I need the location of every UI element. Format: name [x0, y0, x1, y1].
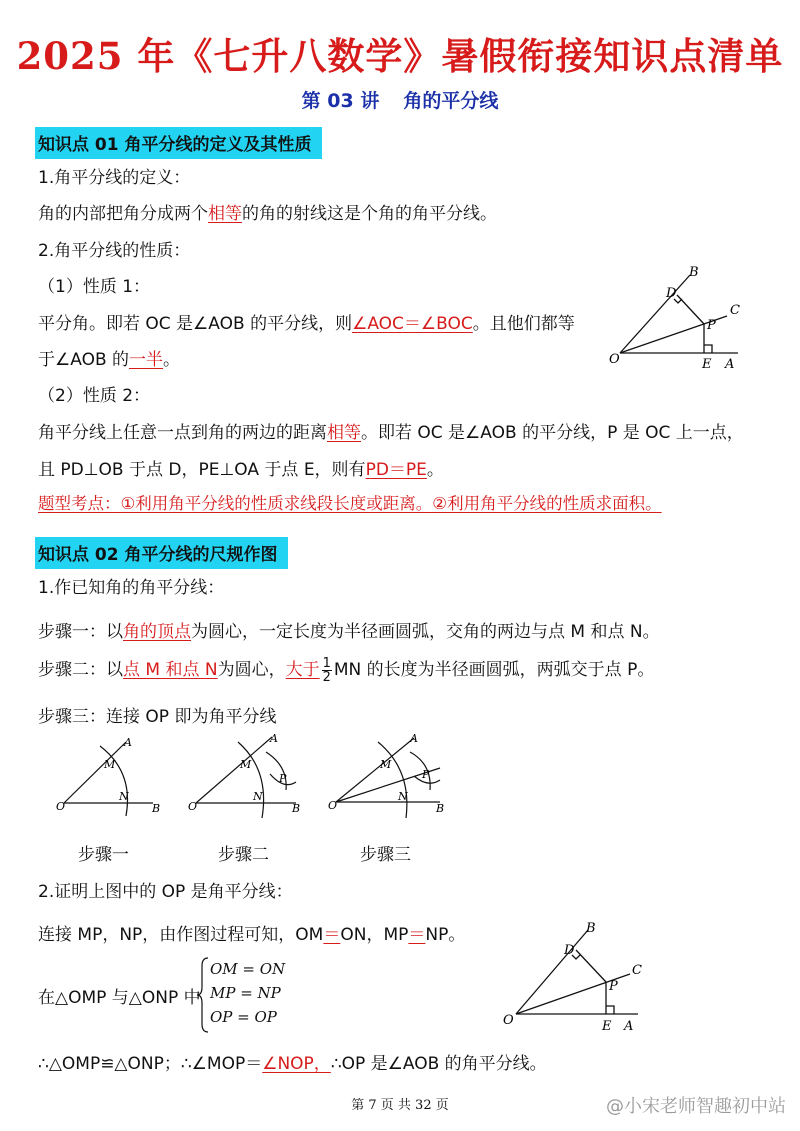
caption-step1: 步骤一	[78, 845, 129, 865]
prop1-line2: 于∠AOB 的一半。	[38, 350, 181, 370]
svg-text:N: N	[398, 790, 408, 803]
answer-fill: PD＝PE	[365, 460, 427, 480]
answer-fill: 角的顶点	[123, 622, 191, 642]
svg-text:A: A	[270, 732, 278, 745]
svg-text:C: C	[632, 963, 642, 978]
caption-step2: 步骤二	[218, 845, 269, 865]
svg-text:P: P	[422, 768, 430, 781]
answer-fill: 相等	[208, 204, 242, 224]
bisector-property-diagram	[605, 262, 755, 377]
answer-fill: 大于	[285, 660, 320, 680]
right-angle-e	[704, 345, 712, 353]
lecture-topic: 角的平分线	[403, 90, 499, 112]
svg-text:M: M	[104, 758, 116, 771]
label-p: P	[707, 318, 716, 333]
svg-text:A: A	[624, 1019, 634, 1034]
proof-line1: 连接 MP，NP，由作图过程可知，OM＝ON，MP＝NP。	[38, 925, 466, 945]
lecture-subtitle	[0, 86, 800, 113]
svg-text:M: M	[240, 758, 252, 771]
watermark: @小宋老师智趣初中站	[606, 1096, 786, 1117]
svg-text:A: A	[410, 732, 418, 745]
svg-text:E: E	[602, 1019, 612, 1034]
kp2-header: 知识点 02 角平分线的尺规作图	[35, 537, 288, 569]
svg-text:N: N	[253, 790, 263, 803]
svg-text:O: O	[56, 800, 66, 813]
prop2-label: （2）性质 2：	[38, 386, 151, 406]
step3-text: 步骤三：连接 OP 即为角平分线	[38, 707, 277, 727]
answer-fill: ∠AOC＝∠BOC	[352, 314, 473, 334]
answer-fill: ∠NOP，	[262, 1054, 331, 1074]
prop1-line1: 平分角。即若 OC 是∠AOB 的平分线，则∠AOC＝∠BOC。且他们都等	[38, 314, 575, 334]
page-footer: 第 7 页 共 32 页	[351, 1098, 449, 1113]
step2-text: 步骤二：以点 M 和点 N为圆心，大于 $\frac{1}{2}$ MN 的长度为半径画圆弧，两弧交于点 P。	[38, 655, 655, 685]
construction-step2-diagram	[180, 730, 310, 830]
label-c: C	[730, 303, 740, 318]
exam-points: 题型考点：①利用角平分线的性质求线段长度或距离。②利用角平分线的性质求面积。	[38, 494, 662, 513]
page-title: 2025 年《七升八数学》暑假衔接知识点清单	[16, 34, 784, 78]
svg-text:B: B	[436, 802, 445, 815]
def-heading: 1.角平分线的定义：	[38, 168, 191, 188]
svg-text:O: O	[188, 800, 198, 813]
label-a: A	[725, 357, 735, 372]
svg-text:N: N	[119, 790, 129, 803]
svg-text:B: B	[152, 802, 161, 815]
prop2-line2: 且 PD⊥OB 于点 D，PE⊥OA 于点 E，则有PD＝PE。	[38, 460, 444, 480]
label-b: B	[689, 265, 699, 280]
construction-step3-diagram	[322, 730, 452, 830]
svg-text:P: P	[609, 979, 618, 994]
kp1-header: 知识点 01 角平分线的定义及其性质	[35, 127, 322, 159]
prop-heading: 2.角平分线的性质：	[38, 241, 191, 261]
prop2-line1: 角平分线上任意一点到角的两边的距离相等。即若 OC 是∠AOB 的平分线，P 是 OC 上一点，	[38, 423, 744, 443]
step1-text: 步骤一：以角的顶点为圆心，一定长度为半径画圆弧，交角的两边与点 M 和点 N。	[38, 622, 660, 642]
svg-text:O: O	[328, 799, 338, 812]
label-d: D	[666, 286, 677, 301]
caption-step3: 步骤三	[360, 845, 411, 865]
prop1-label: （1）性质 1：	[38, 277, 151, 297]
label-o: O	[609, 352, 620, 367]
answer-fill: 相等	[327, 423, 361, 443]
answer-fill: 点 M 和点 N	[123, 660, 218, 680]
definition-text: 角的内部把角分成两个相等的角的射线这是个角的角平分线。	[38, 204, 497, 224]
proof-diagram	[498, 918, 648, 1038]
svg-text:D: D	[564, 943, 575, 958]
svg-text:O: O	[503, 1013, 514, 1028]
svg-text:M: M	[380, 758, 392, 771]
svg-text:B: B	[586, 921, 596, 936]
brace-icon	[196, 956, 210, 1034]
congruence-system: OM = ON MP = NP OP = OP	[210, 960, 286, 1026]
construct-heading: 1.作已知角的角平分线：	[38, 578, 225, 598]
svg-text:P: P	[279, 772, 287, 785]
conclusion-line: ∴△OMP≌△ONP；∴∠MOP＝∠NOP，∴OP 是∠AOB 的角平分线。	[38, 1054, 547, 1074]
fraction-half: $\frac{1}{2}$	[322, 655, 331, 685]
proof-line2: 在△OMP 与△ONP 中	[38, 988, 201, 1008]
svg-text:A: A	[124, 736, 132, 749]
svg-text:B: B	[292, 802, 301, 815]
lecture-number: 第 03 讲	[301, 90, 380, 112]
construction-step1-diagram	[48, 730, 168, 830]
answer-fill: ＝	[323, 925, 341, 945]
label-e: E	[702, 357, 712, 372]
proof-heading: 2.证明上图中的 OP 是角平分线：	[38, 882, 293, 902]
answer-fill: 一半	[129, 350, 164, 370]
answer-fill: ＝	[408, 925, 426, 945]
